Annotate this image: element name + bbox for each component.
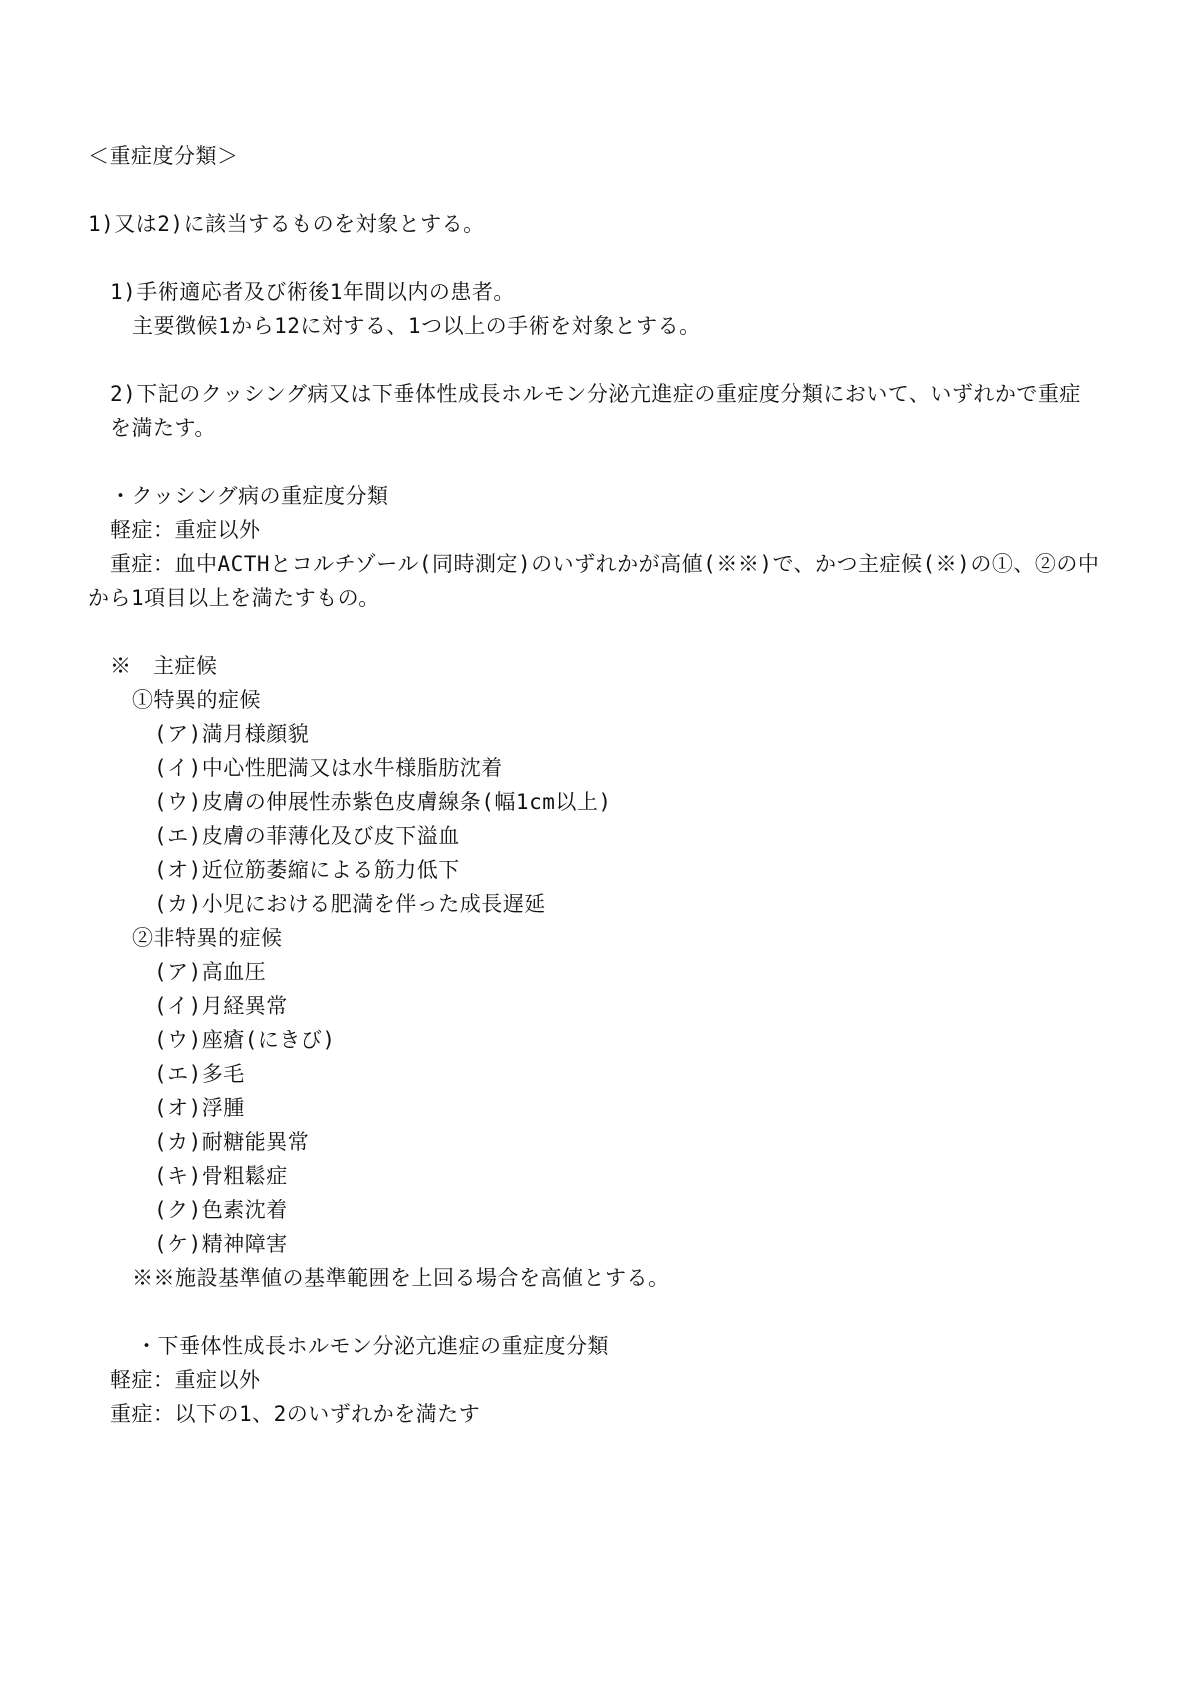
high-value-note: ※※施設基準値の基準範囲を上回る場合を高値とする。 — [132, 1266, 670, 1290]
specific-symptom-item: (ウ)皮膚の伸展性赤紫色皮膚線条(幅1cm以上) — [154, 790, 612, 814]
nonspecific-symptom-item: (ウ)座瘡(にきび) — [154, 1028, 336, 1052]
main-symptoms-title: ※ 主症候 — [110, 654, 218, 678]
specific-symptom-item: (エ)皮膚の菲薄化及び皮下溢血 — [154, 824, 460, 848]
nonspecific-symptom-item: (ク)色素沈着 — [154, 1198, 288, 1222]
criterion-1-line-1: 1)手術適応者及び術後1年間以内の患者。 — [110, 280, 515, 304]
document-heading: ＜重症度分類＞ — [88, 144, 239, 168]
criterion-2-line-2: を満たす。 — [110, 416, 216, 440]
acromegaly-severe: 重症：以下の1、2のいずれかを満たす — [110, 1402, 481, 1426]
cushing-severe-line-1: 重症：血中ACTHとコルチゾール(同時測定)のいずれかが高値(※※)で、かつ主症候(※)の①、②の中 — [110, 552, 1100, 576]
nonspecific-symptom-item: (キ)骨粗鬆症 — [154, 1164, 288, 1188]
specific-symptom-item: (オ)近位筋萎縮による筋力低下 — [154, 858, 460, 882]
cushing-section-title: ・クッシング病の重症度分類 — [110, 484, 389, 508]
nonspecific-symptom-item: (ア)高血圧 — [154, 960, 267, 984]
specific-symptom-item: (イ)中心性肥満又は水牛様脂肪沈着 — [154, 756, 503, 780]
cushing-mild: 軽症：重症以外 — [110, 518, 261, 542]
nonspecific-symptom-item: (エ)多毛 — [154, 1062, 245, 1086]
nonspecific-symptom-item: (カ)耐糖能異常 — [154, 1130, 310, 1154]
specific-symptom-item: (カ)小児における肥満を伴った成長遅延 — [154, 892, 546, 916]
cushing-severe-line-2: から1項目以上を満たすもの。 — [88, 586, 380, 610]
criterion-1-line-2: 主要徴候1から12に対する、1つ以上の手術を対象とする。 — [132, 314, 701, 338]
nonspecific-symptom-item: (イ)月経異常 — [154, 994, 288, 1018]
specific-symptom-item: (ア)満月様顔貌 — [154, 722, 310, 746]
acromegaly-section-title: ・下垂体性成長ホルモン分泌亢進症の重症度分類 — [136, 1334, 609, 1358]
nonspecific-symptom-item: (ケ)精神障害 — [154, 1232, 288, 1256]
criterion-2-line-1: 2)下記のクッシング病又は下垂体性成長ホルモン分泌亢進症の重症度分類において、いずれかで重症 — [110, 382, 1081, 406]
specific-symptoms-title: ①特異的症候 — [132, 688, 261, 712]
nonspecific-symptom-item: (オ)浮腫 — [154, 1096, 245, 1120]
nonspecific-symptoms-title: ②非特異的症候 — [132, 926, 283, 950]
intro-text: 1)又は2)に該当するものを対象とする。 — [88, 212, 485, 236]
acromegaly-mild: 軽症：重症以外 — [110, 1368, 261, 1392]
